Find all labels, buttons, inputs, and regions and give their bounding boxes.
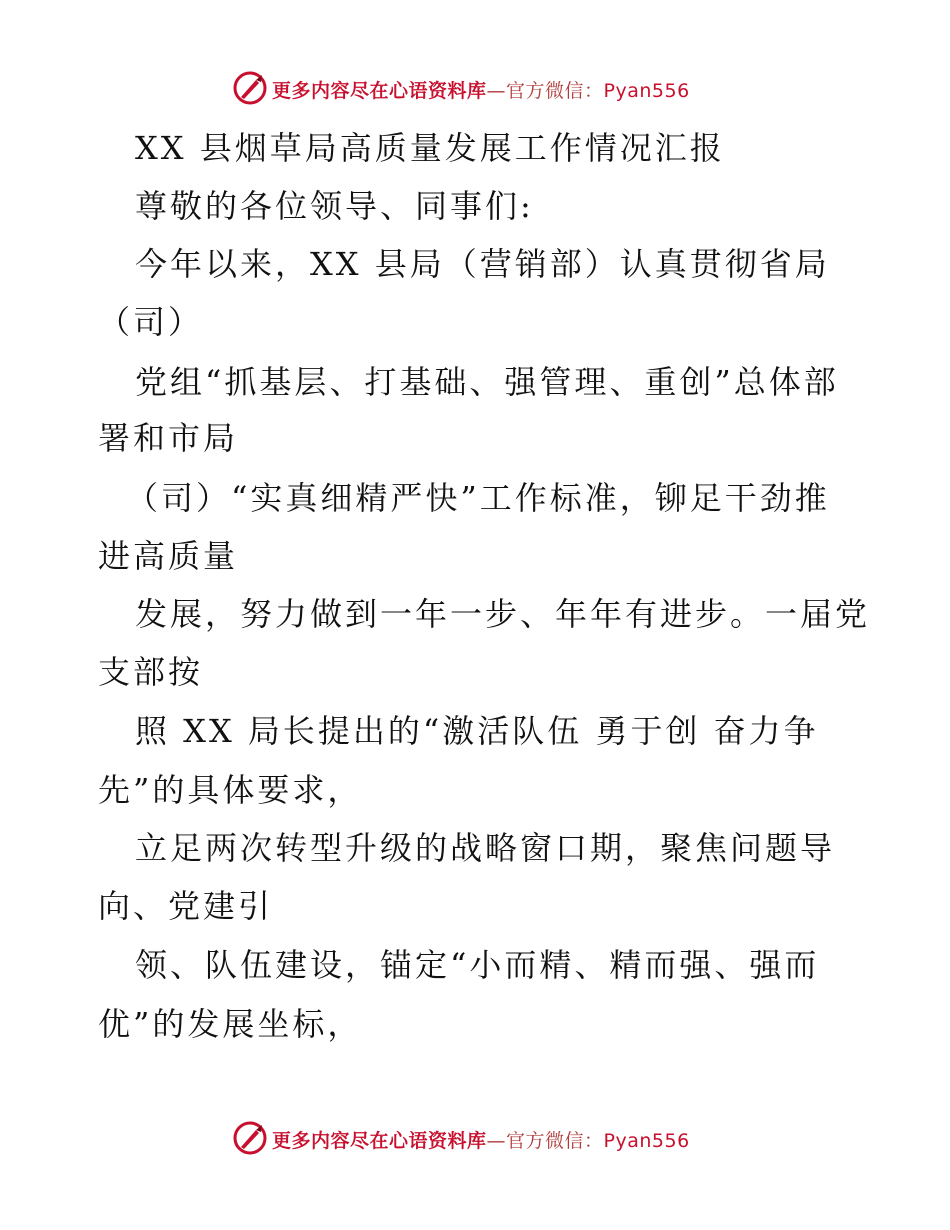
- watermark-footer: [0, 1120, 950, 1160]
- paragraph-line: 领、队伍建设，锚定“小而精、精而强、强而: [135, 946, 820, 984]
- watermark-id: Pyan556: [603, 80, 690, 102]
- paragraph-line: 先”的具体要求，: [98, 771, 363, 809]
- watermark-sub: 官方微信：: [506, 80, 604, 102]
- watermark-dash: —: [486, 80, 507, 102]
- document-title: XX 县烟草局高质量发展工作情况汇报: [135, 129, 725, 167]
- paragraph-line: 支部按: [98, 653, 204, 691]
- paragraph-line: 今年以来，XX 县局（营销部）认真贯彻省局: [135, 245, 830, 283]
- watermark-id: Pyan556: [603, 1130, 690, 1152]
- paragraph-line: 照 XX 局长提出的“激活队伍 勇于创 奋力争: [135, 712, 819, 750]
- paragraph-line: （司）“实真细精严快”工作标准，铆足干劲推: [126, 479, 830, 517]
- paragraph-line: 署和市局: [98, 419, 239, 457]
- watermark-main: 更多内容尽在心语资料库: [272, 1130, 487, 1152]
- watermark-text: [272, 1126, 690, 1153]
- watermark-dash: —: [486, 1130, 507, 1152]
- paragraph-line: 党组“抓基层、打基础、强管理、重创”总体部: [135, 363, 839, 401]
- paragraph-line: （司）: [98, 303, 204, 341]
- paragraph-line: 立足两次转型升级的战略窗口期，聚焦问题导: [135, 829, 836, 867]
- watermark-sub: 官方微信：: [506, 1130, 604, 1152]
- salutation: 尊敬的各位领导、同事们:: [135, 187, 534, 225]
- paragraph-line: 向、党建引: [98, 887, 274, 925]
- quill-logo-icon: [232, 1120, 268, 1156]
- paragraph-line: 优”的发展坐标，: [98, 1005, 363, 1043]
- watermark-main: 更多内容尽在心语资料库: [272, 80, 487, 102]
- paragraph-line: 进高质量: [98, 537, 239, 575]
- paragraph-line: 发展，努力做到一年一步、年年有进步。一届党: [135, 595, 871, 633]
